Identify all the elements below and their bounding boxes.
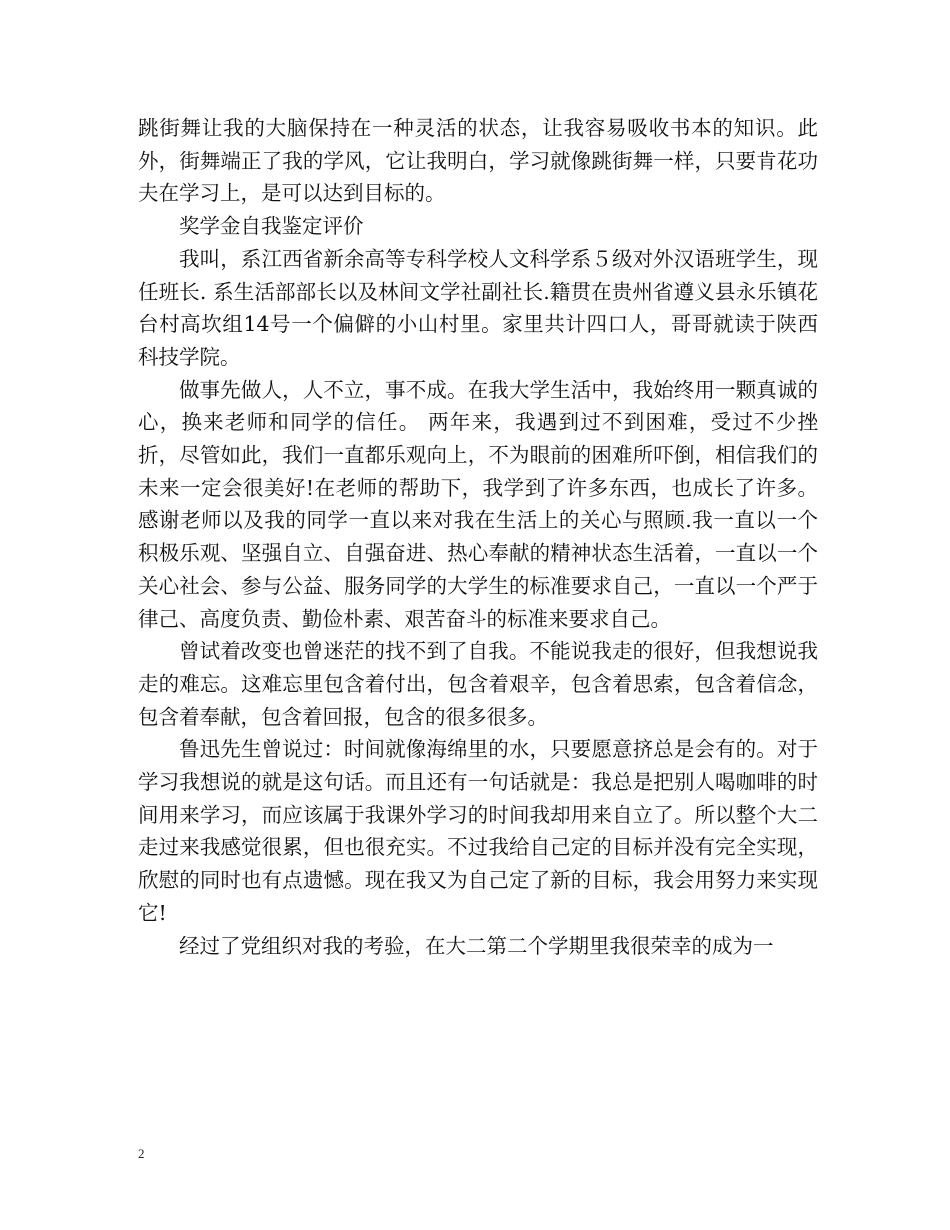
document-body <box>138 112 818 962</box>
paragraph-study: 鲁迅先生曾说过：时间就像海绵里的水，只要愿意挤总是会有的。对于学习我想说的就是这句话。而且还有一句话就是：我总是把别人喝咖啡的时间用来学习，而应该属于我课外学习的时间我却用来自立了。所以整个大二走过来我感觉很累，但也很充实。不过我给自己定的目标并没有完全实现，欣慰的同时也有点遗憾。现在我又为自己定了新的目标，我会用努力来实现它! <box>138 737 818 925</box>
paragraph-street-dance: 跳街舞让我的大脑保持在一种灵活的状态，让我容易吸收书本的知识。此外，街舞端正了我的学风，它让我明白，学习就像跳街舞一样，只要肯花功夫在学习上，是可以达到目标的。 <box>138 116 818 206</box>
paragraph-self-discovery: 曾试着改变也曾迷茫的找不到了自我。不能说我走的很好，但我想说我走的难忘。这难忘里包含着付出，包含着艰辛，包含着思索，包含着信念，包含着奉献，包含着回报，包含的很多很多。 <box>138 639 818 729</box>
paragraph-introduction: 我叫，系江西省新余高等专科学校人文科学系５级对外汉语班学生，现任班长. 系生活部部长以及林间文学社副社长.籍贯在贵州省遵义县永乐镇花台村高坎组14号一个偏僻的小山村里。家里共计四口人，哥哥就读于陕西科技学院。 <box>138 246 818 369</box>
section-heading: 奖学金自我鉴定评价 <box>179 214 364 239</box>
page-number: 2 <box>138 1146 145 1161</box>
paragraph-party: 经过了党组织对我的考验，在大二第二个学期里我很荣幸的成为一 <box>179 933 774 958</box>
paragraph-conduct: 做事先做人，人不立，事不成。在我大学生活中，我始终用一颗真诚的心，换来老师和同学的信任。 两年来，我遇到过不到困难，受过不少挫折，尽管如此，我们一直都乐观向上，不为眼前的困难所吓倒，相信我们的未来一定会很美好!在老师的帮助下，我学到了许多东西，也成长了许多。感谢老师以及我的同学一直以来对我在生活上的关心与照顾.我一直以一个积极乐观、坚强自立、自强奋进、热心奉献的精神状态生活着，一直以一个关心社会、参与公益、服务同学的大学生的标准要求自己，一直以一个严于律己、高度负责、勤俭朴素、艰苦奋斗的标准来要求自己。 <box>138 377 818 631</box>
